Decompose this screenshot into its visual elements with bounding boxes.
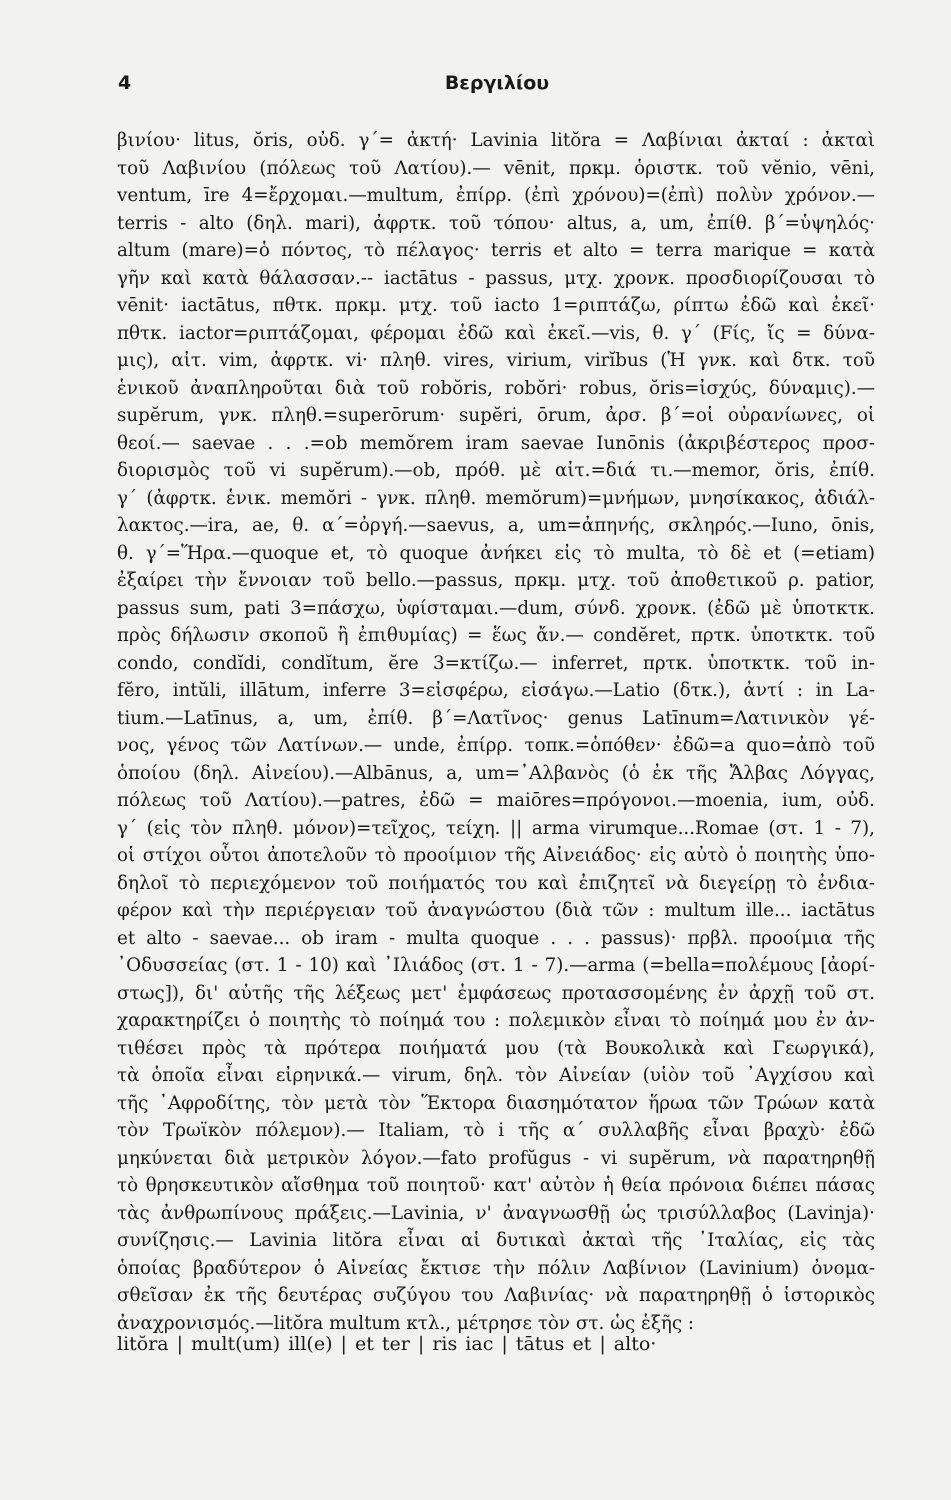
text-line: οἱ στίχοι οὗτοι ἀποτελοῦν τὸ προοίμιον τῆς Αἰνειάδος· εἰς αὐτὸ ὁ ποιητὴς ὑπο- <box>117 845 875 866</box>
text-line: δηλοῖ τὸ περιεχόμενον τοῦ ποιήματός του καὶ ἐπιζητεῖ νὰ διεγείρῃ τὸ ἐνδια- <box>117 872 875 894</box>
text-line: πθτκ. iactor=ριπτάζομαι, φέρομαι ἐδῶ καὶ ἐκεῖ.—vis, θ. γ΄ (Fίς, ἴς = δύνα- <box>117 322 875 344</box>
page-number: 4 <box>118 72 132 94</box>
text-line: γ΄ (ἀφρτκ. ἑνικ. memŏri - γνκ. πληθ. memŏrum)=μνήμων, μνησίκακος, ἀδιάλ- <box>117 487 875 509</box>
text-line: πρὸς δήλωσιν σκοποῦ ἢ ἐπιθυμίας) = ἕως ἄν.— condĕret, πρτκ. ὑποτκτκ. τοῦ <box>117 625 875 646</box>
text-line: fĕro, intŭli, illātum, inferre 3=εἰσφέρω, εἰσάγω.—Latio (δτκ.), ἀντί : in La- <box>117 680 875 701</box>
text-line: τὸν Τρωϊκὸν πόλεμον).— Italiam, τὸ i τῆς α΄ συλλαβῆς εἶναι βραχὺ· ἐδῶ <box>117 1120 875 1141</box>
text-line: ἑνικοῦ ἀναπληροῦται διὰ τοῦ robŏris, robŏri· robus, ŏris=ἰσχύς, δύναμις).— <box>117 377 875 399</box>
text-line: ἀναχρονισμός.—litŏra multum κτλ., μέτρησε τὸν στ. ὡς ἑξῆς : <box>117 1312 695 1334</box>
text-line: condo, condĭdi, condĭtum, ĕre 3=κτίζω.— inferret, πρτκ. ὑποτκτκ. τοῦ in- <box>117 652 875 674</box>
text-line: μις), αἰτ. vim, ἀφρτκ. vi· πληθ. vires, virium, virĭbus (Ἡ γνκ. καὶ δτκ. τοῦ <box>117 350 875 371</box>
text-line: terris - alto (δηλ. mari), ἀφρτκ. τοῦ τόπου· altus, a, um, ἐπίθ. β΄=ὑψηλός· <box>117 212 875 234</box>
text-line: altum (mare)=ὁ πόντος, τὸ πέλαγος· terris et alto = terra marique = κατὰ <box>117 240 875 261</box>
text-line: πόλεως τοῦ Λατίου).—patres, ἐδῶ = maiōres=πρόγονοι.—moenia, ium, οὐδ. <box>117 790 875 811</box>
text-line: νος, γένος τῶν Λατίνων.— unde, ἐπίρρ. τοπκ.=ὁπόθεν· ἐδῶ=a quo=ἀπὸ τοῦ <box>117 735 875 756</box>
text-line: tium.—Latīnus, a, um, ἐπίθ. β΄=Λατῖνος· genus Latīnum=Λατινικὸν γέ- <box>117 707 875 729</box>
text-line: γῆν καὶ κατὰ θάλασσαν.-- iactātus - passus, μτχ. χρονκ. προσδιορίζουσαι τὸ <box>117 267 875 289</box>
text-line: τιθέσει πρὸς τὰ πρότερα ποιήματά μου (τὰ Βουκολικὰ καὶ Γεωργικά), <box>117 1037 875 1059</box>
text-line: γ΄ (εἰς τὸν πληθ. μόνον)=τεῖχος, τείχη. || arma virumque...Romae (στ. 1 - 7), <box>117 817 875 839</box>
text-line: ὁποίας βραδύτερον ὁ Αἰνείας ἔκτισε τὴν πόλιν Λαβίνιον (Lavinium) ὀνομα- <box>117 1257 875 1279</box>
text-line: ἐξαίρει τὴν ἔννοιαν τοῦ bello.—passus, πρκμ. μτχ. τοῦ ἀποθετικοῦ ρ. patior, <box>117 570 875 591</box>
text-line: τὰ ὁποῖα εἶναι εἰρηνικά.— virum, δηλ. τὸν Αἰνείαν (υἱὸν τοῦ ᾿Αγχίσου καὶ <box>117 1065 875 1086</box>
page-header <box>118 72 876 102</box>
text-line: ventum, īre 4=ἔρχομαι.—multum, ἐπίρρ. (ἐπὶ χρόνου)=(ἐπὶ) πολὺν χρόνον.— <box>117 185 875 206</box>
running-title: Βεργιλίου <box>444 72 550 94</box>
text-line: supĕrum, γνκ. πληθ.=superōrum· supĕri, ōrum, ἀρσ. β΄=οἱ οὐρανίωνες, οἱ <box>117 405 875 426</box>
text-line: βινίου· litus, ŏris, οὐδ. γ΄= ἀκτή· Lavinia litŏra = Λαβίνιαι ἀκταί : ἀκταὶ <box>117 130 875 151</box>
text-line: θεοί.— saevae . . .=ob memŏrem iram saevae Iunōnis (ἀκριβέστερος προσ- <box>117 432 875 454</box>
text-line: ᾿Οδυσσείας (στ. 1 - 10) καὶ ᾿Ιλιάδος (στ. 1 - 7).—arma (=bella=πολέμους [ἀορί- <box>117 955 875 976</box>
text-line: συνίζησις.— Lavinia litŏra εἶναι αἱ δυτικαὶ ἀκταὶ τῆς ᾿Ιταλίας, εἰς τὰς <box>117 1230 875 1251</box>
scansion-line: litŏra | mult(um) ill(e) | et ter | ris iac | tātus et | alto· <box>117 1333 657 1355</box>
text-line: τὸ θρησκευτικὸν αἴσθημα τοῦ ποιητοῦ· κατ' αὐτὸν ἡ θεία πρόνοια διέπει πάσας <box>117 1175 875 1196</box>
text-line: τοῦ Λαβινίου (πόλεως τοῦ Λατίου).— vēnit, πρκμ. ὁριστκ. τοῦ vĕnio, vēni, <box>117 157 875 179</box>
text-line: ὁποίου (δηλ. Αἰνείου).—Albānus, a, um=᾿Αλβανὸς (ὁ ἐκ τῆς Ἄλβας Λόγγας, <box>117 762 875 784</box>
text-line: λακτος.—ira, ae, θ. α΄=ὀργή.—saevus, a, um=ἀπηνής, σκληρός.—Iuno, ōnis, <box>117 515 875 536</box>
text-line: στως]), δι' αὐτῆς τῆς λέξεως μετ' ἐμφάσεως προτασσομένης ἐν ἀρχῇ τοῦ στ. <box>117 982 875 1004</box>
text-line: τῆς ᾿Αφροδίτης, τὸν μετὰ τὸν Ἕκτορα διασημότατον ἥρωα τῶν Τρώων κατὰ <box>117 1092 875 1114</box>
text-line: vēnit· iactātus, πθτκ. πρκμ. μτχ. τοῦ iacto 1=ριπτάζω, ρίπτω ἐδῶ καὶ ἐκεῖ· <box>117 295 875 316</box>
commentary-text <box>117 127 875 1337</box>
text-line: et alto - saevae... ob iram - multa quoque . . . passus)· πρβλ. προοίμια τῆς <box>117 927 875 949</box>
text-line: διορισμὸς τοῦ vi supĕrum).—ob, πρόθ. μὲ αἰτ.=διά τι.—memor, ŏris, ἐπίθ. <box>117 460 875 481</box>
text-line: θ. γ΄=Ἥρα.—quoque et, τὸ quoque ἀνήκει εἰς τὸ multa, τὸ δὲ et (=etiam) <box>117 542 875 564</box>
text-line: σθεῖσαν ἐκ τῆς δευτέρας συζύγου του Λαβινίας· νὰ παρατηρηθῇ ὁ ἱστορικὸς <box>117 1285 875 1306</box>
text-line: χαρακτηρίζει ὁ ποιητὴς τὸ ποίημά του : πολεμικὸν εἶναι τὸ ποίημά μου ἐν ἀν- <box>117 1010 875 1031</box>
text-line: μηκύνεται διὰ μετρικὸν λόγον.—fato profŭgus - vi supĕrum, νὰ παρατηρηθῇ <box>117 1147 875 1169</box>
text-line: φέρον καὶ τὴν περιέργειαν τοῦ ἀναγνώστου (διὰ τῶν : multum ille... iactātus <box>117 900 875 921</box>
text-line: passus sum, pati 3=πάσχω, ὑφίσταμαι.—dum, σύνδ. χρονκ. (ἐδῶ μὲ ὑποτκτκ. <box>117 597 875 619</box>
text-line: τὰς ἀνθρωπίνους πράξεις.—Lavinia, ν' ἀναγνωσθῇ ὡς τρισύλλαβος (Lavinja)· <box>117 1202 875 1224</box>
